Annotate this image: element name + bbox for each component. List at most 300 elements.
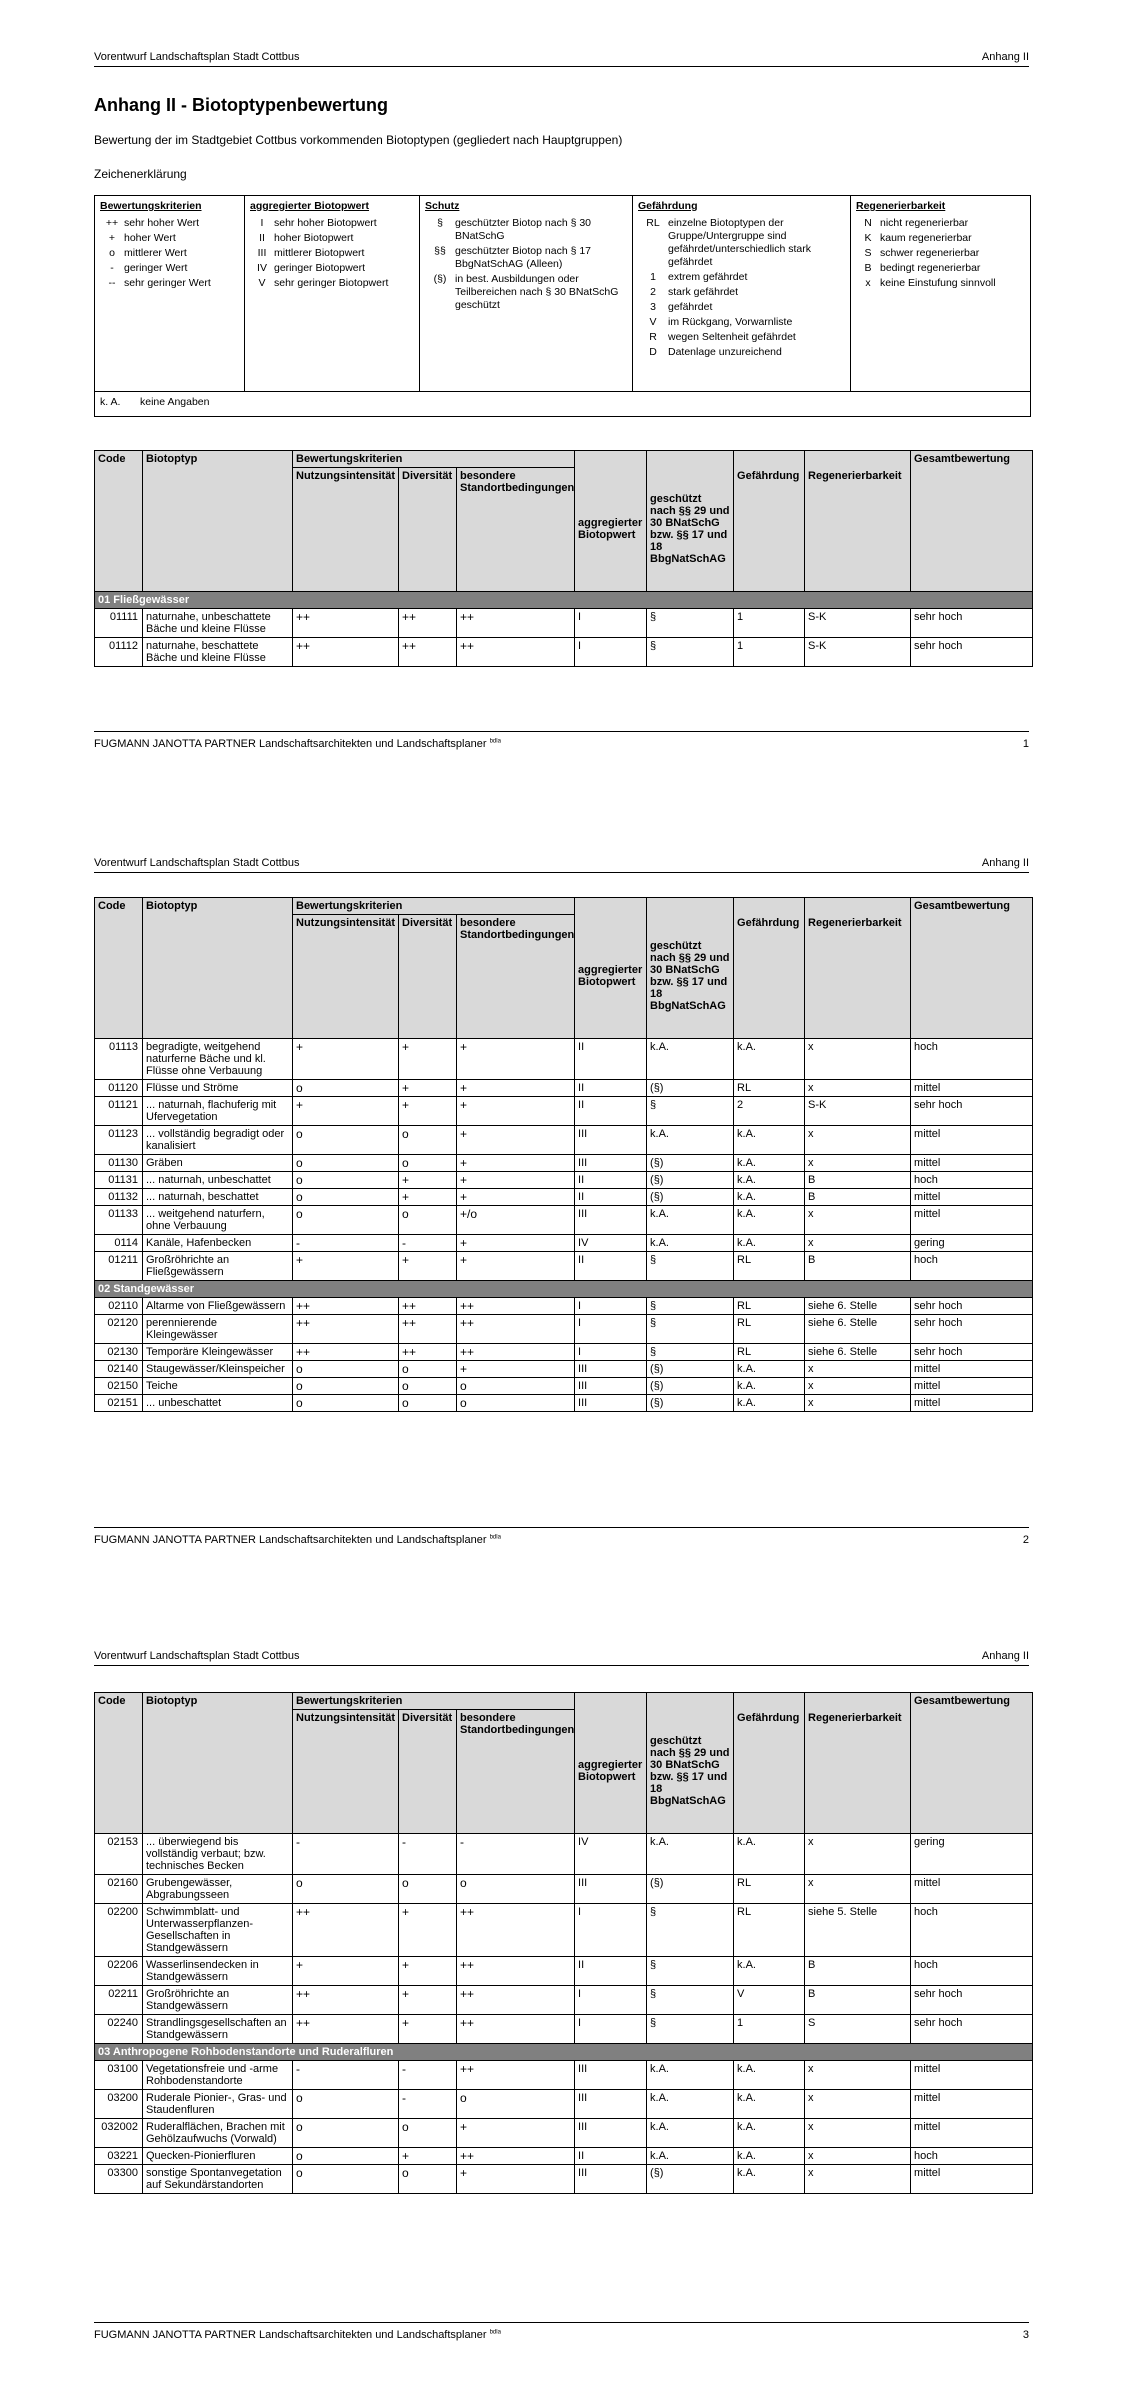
table-header-row	[95, 898, 1033, 915]
footer-sup: bdla	[489, 1534, 501, 1541]
cell-diversitaet: o	[399, 1155, 457, 1172]
group-row	[95, 592, 1033, 609]
cell-standort: ++	[457, 1986, 575, 2015]
cell-aggregiert: I	[575, 1315, 647, 1344]
legend-row	[638, 217, 845, 269]
cell-gesamt: mittel	[911, 2061, 1033, 2090]
legend-aggregiert	[245, 196, 420, 391]
cell-gesamt: gering	[911, 1235, 1033, 1252]
cell-geschuetzt: §	[647, 1957, 734, 1986]
cell-diversitaet: +	[399, 2015, 457, 2044]
footer-sup: bdla	[489, 2329, 501, 2336]
col-gesamt-header: Gesamtbewertung	[911, 898, 1033, 1039]
legend-foot-text: keine Angaben	[140, 396, 210, 408]
page-number: 2	[1022, 1534, 1029, 1546]
cell-nutzung: o	[293, 1378, 399, 1395]
col-gefaehrdung-header: Gefährdung	[734, 468, 805, 592]
cell-code: 01120	[95, 1080, 143, 1097]
cell-aggregiert: I	[575, 1986, 647, 2015]
cell-biotoptyp: Grubengewässer, Abgrabungsseen	[143, 1875, 293, 1904]
cell-nutzung: o	[293, 1361, 399, 1378]
cell-diversitaet: ++	[399, 638, 457, 667]
legend-row	[638, 301, 845, 314]
cell-gesamt: hoch	[911, 1904, 1033, 1957]
cell-code: 032002	[95, 2119, 143, 2148]
col-standort-header: besondere Standortbedingungen	[457, 468, 575, 592]
legend-row	[425, 217, 627, 243]
cell-nutzung: o	[293, 1875, 399, 1904]
cell-biotoptyp: naturnahe, unbeschattete Bäche und kleine Flüsse	[143, 609, 293, 638]
header-spacer	[734, 898, 805, 915]
cell-aggregiert: III	[575, 1378, 647, 1395]
col-bewertung-header: Bewertungskriterien	[293, 451, 575, 468]
cell-gesamt: sehr hoch	[911, 638, 1033, 667]
legend-box	[94, 195, 1031, 417]
cell-biotoptyp: Flüsse und Ströme	[143, 1080, 293, 1097]
table-row	[95, 1361, 1033, 1378]
cell-aggregiert: II	[575, 1189, 647, 1206]
table-row	[95, 1080, 1033, 1097]
col-regen-header: Regenerierbarkeit	[805, 1710, 911, 1834]
cell-gesamt: sehr hoch	[911, 2015, 1033, 2044]
cell-biotoptyp: sonstige Spontanvegetation auf Sekundärstandorten	[143, 2165, 293, 2194]
legend-text: sehr hoher Biotopwert	[274, 217, 377, 229]
cell-diversitaet: +	[399, 1252, 457, 1281]
cell-aggregiert: III	[575, 1875, 647, 1904]
header-spacer	[805, 451, 911, 468]
cell-gefaehrdung: 2	[734, 1097, 805, 1126]
cell-aggregiert: III	[575, 2061, 647, 2090]
legend-symbol: 3	[650, 301, 656, 313]
cell-standort: o	[457, 1875, 575, 1904]
legend-text: bedingt regenerierbar	[880, 262, 981, 274]
cell-biotoptyp: ... weitgehend naturfern, ohne Verbauung	[143, 1206, 293, 1235]
col-nutzung-header: Nutzungsintensität	[293, 915, 399, 1039]
cell-gefaehrdung: k.A.	[734, 2061, 805, 2090]
cell-gefaehrdung: RL	[734, 1904, 805, 1957]
cell-gefaehrdung: k.A.	[734, 2165, 805, 2194]
cell-code: 03221	[95, 2148, 143, 2165]
cell-regen: B	[805, 1189, 911, 1206]
legend-regen	[851, 196, 1030, 391]
legend-title: aggregierter Biotopwert	[250, 200, 370, 212]
legend-row	[250, 232, 414, 245]
cell-geschuetzt: k.A.	[647, 2119, 734, 2148]
cell-biotoptyp: Vegetationsfreie und -arme Rohbodenstandorte	[143, 2061, 293, 2090]
cell-regen: B	[805, 1252, 911, 1281]
cell-geschuetzt: (§)	[647, 1155, 734, 1172]
cell-standort: +	[457, 2119, 575, 2148]
cell-aggregiert: III	[575, 1395, 647, 1412]
cell-code: 02150	[95, 1378, 143, 1395]
cell-gesamt: mittel	[911, 1206, 1033, 1235]
legend-text: hoher Wert	[124, 232, 176, 244]
cell-nutzung: o	[293, 2165, 399, 2194]
legend-footnote	[95, 392, 1030, 416]
cell-nutzung: o	[293, 1080, 399, 1097]
legend-title: Gefährdung	[638, 200, 698, 212]
legend-text: wegen Seltenheit gefährdet	[668, 331, 796, 343]
cell-gesamt: gering	[911, 1834, 1033, 1875]
legend-text: stark gefährdet	[668, 286, 739, 298]
col-geschuetzt-header: geschützt nach §§ 29 und 30 BNatSchG bzw. §§ 17 und 18 BbgNatSchAG	[647, 468, 734, 592]
cell-code: 02120	[95, 1315, 143, 1344]
cell-gesamt: sehr hoch	[911, 1097, 1033, 1126]
cell-geschuetzt: §	[647, 1315, 734, 1344]
cell-gefaehrdung: k.A.	[734, 1155, 805, 1172]
cell-nutzung: o	[293, 2148, 399, 2165]
cell-gefaehrdung: 1	[734, 638, 805, 667]
cell-diversitaet: o	[399, 1206, 457, 1235]
cell-geschuetzt: §	[647, 1298, 734, 1315]
legend-row	[856, 277, 1025, 290]
cell-diversitaet: ++	[399, 1344, 457, 1361]
cell-gefaehrdung: RL	[734, 1298, 805, 1315]
table-row	[95, 1039, 1033, 1080]
legend-row	[856, 217, 1025, 230]
cell-aggregiert: IV	[575, 1834, 647, 1875]
cell-biotoptyp: Kanäle, Hafenbecken	[143, 1235, 293, 1252]
cell-aggregiert: III	[575, 1206, 647, 1235]
cell-geschuetzt: k.A.	[647, 2148, 734, 2165]
cell-biotoptyp: Staugewässer/Kleinspeicher	[143, 1361, 293, 1378]
legend-heading: Zeichenerklärung	[94, 167, 187, 181]
legend-text: einzelne Biotoptypen der Gruppe/Untergruppe sind gefährdet/unterschiedlich stark gefährdet	[668, 217, 811, 268]
table-row	[95, 1875, 1033, 1904]
cell-nutzung: o	[293, 1155, 399, 1172]
cell-biotoptyp: Teiche	[143, 1378, 293, 1395]
cell-standort: ++	[457, 1344, 575, 1361]
cell-gefaehrdung: k.A.	[734, 1235, 805, 1252]
cell-gefaehrdung: RL	[734, 1252, 805, 1281]
cell-nutzung: ++	[293, 1904, 399, 1957]
table-row	[95, 2015, 1033, 2044]
legend-text: schwer regenerierbar	[880, 247, 980, 259]
cell-biotoptyp: Großröhrichte an Standgewässern	[143, 1986, 293, 2015]
cell-aggregiert: II	[575, 1957, 647, 1986]
page-header	[94, 46, 1029, 67]
cell-nutzung: ++	[293, 609, 399, 638]
cell-diversitaet: +	[399, 1172, 457, 1189]
legend-text: mittlerer Biotopwert	[274, 247, 365, 259]
col-geschuetzt-header: geschützt nach §§ 29 und 30 BNatSchG bzw. §§ 17 und 18 BbgNatSchAG	[647, 1710, 734, 1834]
cell-nutzung: o	[293, 1189, 399, 1206]
legend-row	[856, 262, 1025, 275]
cell-gesamt: sehr hoch	[911, 609, 1033, 638]
cell-gesamt: mittel	[911, 1361, 1033, 1378]
table-row	[95, 1172, 1033, 1189]
cell-standort: +	[457, 1097, 575, 1126]
cell-standort: ++	[457, 1298, 575, 1315]
table-row	[95, 1395, 1033, 1412]
cell-biotoptyp: Großröhrichte an Fließgewässern	[143, 1252, 293, 1281]
page-footer	[94, 2322, 1029, 2341]
table-row	[95, 2165, 1033, 2194]
cell-code: 0114	[95, 1235, 143, 1252]
cell-gesamt: sehr hoch	[911, 1315, 1033, 1344]
header-left: Vorentwurf Landschaftsplan Stadt Cottbus	[94, 51, 300, 63]
cell-standort: +	[457, 1189, 575, 1206]
cell-diversitaet: o	[399, 2119, 457, 2148]
cell-standort: +	[457, 1155, 575, 1172]
legend-symbol: N	[864, 217, 872, 229]
cell-standort: ++	[457, 1957, 575, 1986]
cell-standort: +/o	[457, 1206, 575, 1235]
col-bewertung-header: Bewertungskriterien	[293, 898, 575, 915]
cell-regen: x	[805, 2061, 911, 2090]
cell-gefaehrdung: k.A.	[734, 1834, 805, 1875]
table-row	[95, 638, 1033, 667]
cell-nutzung: o	[293, 2090, 399, 2119]
legend-row	[638, 286, 845, 299]
cell-gesamt: sehr hoch	[911, 1298, 1033, 1315]
cell-geschuetzt: (§)	[647, 1875, 734, 1904]
col-biotoptyp-header: Biotoptyp	[143, 451, 293, 592]
cell-nutzung: -	[293, 1235, 399, 1252]
page-header	[94, 1645, 1029, 1666]
cell-regen: x	[805, 1155, 911, 1172]
header-right: Anhang II	[981, 1650, 1029, 1662]
cell-diversitaet: +	[399, 2148, 457, 2165]
cell-standort: +	[457, 1126, 575, 1155]
cell-biotoptyp: Ruderale Pionier-, Gras- und Staudenfluren	[143, 2090, 293, 2119]
cell-geschuetzt: §	[647, 1252, 734, 1281]
legend-symbol: RL	[646, 217, 660, 229]
page-number: 1	[1022, 738, 1029, 750]
cell-gefaehrdung: k.A.	[734, 2119, 805, 2148]
cell-biotoptyp: ... überwiegend bis vollständig verbaut; bzw. technisches Becken	[143, 1834, 293, 1875]
legend-gefaehrdung	[633, 196, 851, 391]
cell-code: 01132	[95, 1189, 143, 1206]
col-code-header: Code	[95, 898, 143, 1039]
col-gefaehrdung-header: Gefährdung	[734, 1710, 805, 1834]
cell-standort: +	[457, 1252, 575, 1281]
legend-symbol: -	[110, 262, 114, 274]
cell-standort: +	[457, 1172, 575, 1189]
cell-nutzung: -	[293, 1834, 399, 1875]
header-right: Anhang II	[981, 51, 1029, 63]
table-row	[95, 1298, 1033, 1315]
cell-standort: -	[457, 1834, 575, 1875]
table-row	[95, 1126, 1033, 1155]
cell-regen: B	[805, 1172, 911, 1189]
cell-biotoptyp: Gräben	[143, 1155, 293, 1172]
table-row	[95, 1155, 1033, 1172]
cell-biotoptyp: Wasserlinsendecken in Standgewässern	[143, 1957, 293, 1986]
col-geschuetzt-header: geschützt nach §§ 29 und 30 BNatSchG bzw. §§ 17 und 18 BbgNatSchAG	[647, 915, 734, 1039]
cell-regen: S-K	[805, 609, 911, 638]
page-1	[0, 0, 1123, 780]
cell-code: 01111	[95, 609, 143, 638]
table-row	[95, 1957, 1033, 1986]
cell-geschuetzt: k.A.	[647, 1834, 734, 1875]
cell-aggregiert: I	[575, 1904, 647, 1957]
legend-symbol: V	[258, 277, 266, 289]
cell-nutzung: o	[293, 2119, 399, 2148]
cell-gesamt: hoch	[911, 2148, 1033, 2165]
biotop-table	[94, 897, 1033, 1412]
cell-code: 01130	[95, 1155, 143, 1172]
legend-row	[100, 247, 239, 260]
cell-gefaehrdung: 1	[734, 609, 805, 638]
legend-text: geringer Wert	[124, 262, 188, 274]
cell-code: 02151	[95, 1395, 143, 1412]
cell-nutzung: o	[293, 1395, 399, 1412]
cell-code: 02160	[95, 1875, 143, 1904]
cell-biotoptyp: Strandlingsgesellschaften an Standgewässern	[143, 2015, 293, 2044]
cell-regen: siehe 6. Stelle	[805, 1344, 911, 1361]
cell-regen: x	[805, 1206, 911, 1235]
legend-text: im Rückgang, Vorwarnliste	[668, 316, 793, 328]
page-footer	[94, 731, 1029, 750]
page-title: Anhang II - Biotoptypenbewertung	[94, 95, 388, 115]
cell-regen: x	[805, 1361, 911, 1378]
legend-row	[250, 277, 414, 290]
cell-gesamt: hoch	[911, 1252, 1033, 1281]
cell-diversitaet: -	[399, 1834, 457, 1875]
cell-nutzung: ++	[293, 1986, 399, 2015]
cell-nutzung: o	[293, 1126, 399, 1155]
legend-symbol: IV	[257, 262, 267, 274]
cell-gefaehrdung: k.A.	[734, 2148, 805, 2165]
cell-nutzung: ++	[293, 2015, 399, 2044]
cell-aggregiert: I	[575, 2015, 647, 2044]
cell-geschuetzt: k.A.	[647, 1126, 734, 1155]
col-aggregiert-header: aggregierter Biotopwert	[575, 468, 647, 592]
legend-row	[856, 232, 1025, 245]
legend-symbol: §	[437, 217, 443, 229]
cell-gesamt: sehr hoch	[911, 1344, 1033, 1361]
col-gefaehrdung-header: Gefährdung	[734, 915, 805, 1039]
legend-symbol: I	[260, 217, 264, 229]
legend-text: Datenlage unzureichend	[668, 346, 782, 358]
cell-geschuetzt: (§)	[647, 1395, 734, 1412]
cell-aggregiert: II	[575, 1080, 647, 1097]
table-row	[95, 1235, 1033, 1252]
header-spacer	[734, 1693, 805, 1710]
cell-diversitaet: -	[399, 2061, 457, 2090]
cell-gefaehrdung: RL	[734, 1344, 805, 1361]
cell-gefaehrdung: RL	[734, 1875, 805, 1904]
cell-diversitaet: +	[399, 1189, 457, 1206]
cell-nutzung: ++	[293, 1298, 399, 1315]
cell-regen: x	[805, 1039, 911, 1080]
cell-standort: ++	[457, 2061, 575, 2090]
legend-text: extrem gefährdet	[668, 271, 748, 283]
cell-gesamt: mittel	[911, 1395, 1033, 1412]
legend-text: geringer Biotopwert	[274, 262, 366, 274]
cell-biotoptyp: ... naturnah, unbeschattet	[143, 1172, 293, 1189]
footer-sup: bdla	[489, 738, 501, 745]
cell-code: 01112	[95, 638, 143, 667]
header-spacer	[734, 451, 805, 468]
table-row	[95, 1344, 1033, 1361]
cell-nutzung: +	[293, 1252, 399, 1281]
cell-gesamt: mittel	[911, 1126, 1033, 1155]
legend-symbol: R	[649, 331, 657, 343]
cell-gesamt: sehr hoch	[911, 1986, 1033, 2015]
header-right: Anhang II	[981, 857, 1029, 869]
legend-text: nicht regenerierbar	[880, 217, 969, 229]
col-aggregiert-header: aggregierter Biotopwert	[575, 1710, 647, 1834]
cell-diversitaet: o	[399, 1378, 457, 1395]
cell-geschuetzt: §	[647, 1904, 734, 1957]
cell-geschuetzt: k.A.	[647, 1206, 734, 1235]
col-code-header: Code	[95, 451, 143, 592]
cell-diversitaet: -	[399, 2090, 457, 2119]
cell-code: 02211	[95, 1986, 143, 2015]
legend-row	[250, 262, 414, 275]
cell-gefaehrdung: 1	[734, 2015, 805, 2044]
col-diversitaet-header: Diversität	[399, 915, 457, 1039]
cell-nutzung: ++	[293, 1315, 399, 1344]
cell-aggregiert: I	[575, 638, 647, 667]
cell-gesamt: hoch	[911, 1039, 1033, 1080]
col-regen-header: Regenerierbarkeit	[805, 468, 911, 592]
subtitle: Bewertung der im Stadtgebiet Cottbus vorkommenden Biotoptypen (gegliedert nach Hauptgruppen)	[94, 133, 623, 147]
cell-code: 03100	[95, 2061, 143, 2090]
cell-nutzung: +	[293, 1039, 399, 1080]
cell-geschuetzt: k.A.	[647, 2090, 734, 2119]
cell-aggregiert: III	[575, 1155, 647, 1172]
header-spacer	[805, 898, 911, 915]
legend-row	[100, 262, 239, 275]
cell-code: 02206	[95, 1957, 143, 1986]
cell-geschuetzt: (§)	[647, 1378, 734, 1395]
table-row	[95, 1097, 1033, 1126]
cell-regen: S-K	[805, 1097, 911, 1126]
cell-geschuetzt: §	[647, 638, 734, 667]
cell-diversitaet: ++	[399, 1298, 457, 1315]
cell-diversitaet: o	[399, 2165, 457, 2194]
legend-symbol: +	[108, 232, 116, 244]
legend-symbol: (§)	[433, 273, 447, 285]
biotop-table	[94, 450, 1033, 667]
cell-geschuetzt: k.A.	[647, 2061, 734, 2090]
cell-nutzung: -	[293, 2061, 399, 2090]
cell-geschuetzt: §	[647, 1097, 734, 1126]
cell-diversitaet: +	[399, 1957, 457, 1986]
cell-aggregiert: III	[575, 2090, 647, 2119]
table-row	[95, 1315, 1033, 1344]
header-spacer	[805, 1693, 911, 1710]
cell-nutzung: ++	[293, 1344, 399, 1361]
cell-aggregiert: III	[575, 1126, 647, 1155]
cell-gesamt: mittel	[911, 2165, 1033, 2194]
cell-diversitaet: +	[399, 1039, 457, 1080]
cell-aggregiert: II	[575, 1097, 647, 1126]
header-spacer	[647, 898, 734, 915]
header-spacer	[575, 451, 647, 468]
legend-symbol: --	[108, 277, 116, 289]
table-row	[95, 1206, 1033, 1235]
cell-aggregiert: I	[575, 1298, 647, 1315]
cell-code: 03300	[95, 2165, 143, 2194]
cell-aggregiert: II	[575, 1252, 647, 1281]
cell-gefaehrdung: k.A.	[734, 1361, 805, 1378]
cell-regen: S-K	[805, 638, 911, 667]
legend-row	[425, 245, 627, 271]
table-row	[95, 2148, 1033, 2165]
cell-gefaehrdung: k.A.	[734, 1206, 805, 1235]
cell-biotoptyp: Schwimmblatt- und Unterwasserpflanzen-Gesellschaften in Standgewässern	[143, 1904, 293, 1957]
legend-text: hoher Biotopwert	[274, 232, 354, 244]
cell-regen: x	[805, 1395, 911, 1412]
cell-gefaehrdung: k.A.	[734, 1126, 805, 1155]
group-label: 03 Anthropogene Rohbodenstandorte und Ruderalfluren	[95, 2044, 1033, 2061]
legend-row	[638, 271, 845, 284]
cell-gefaehrdung: k.A.	[734, 1189, 805, 1206]
